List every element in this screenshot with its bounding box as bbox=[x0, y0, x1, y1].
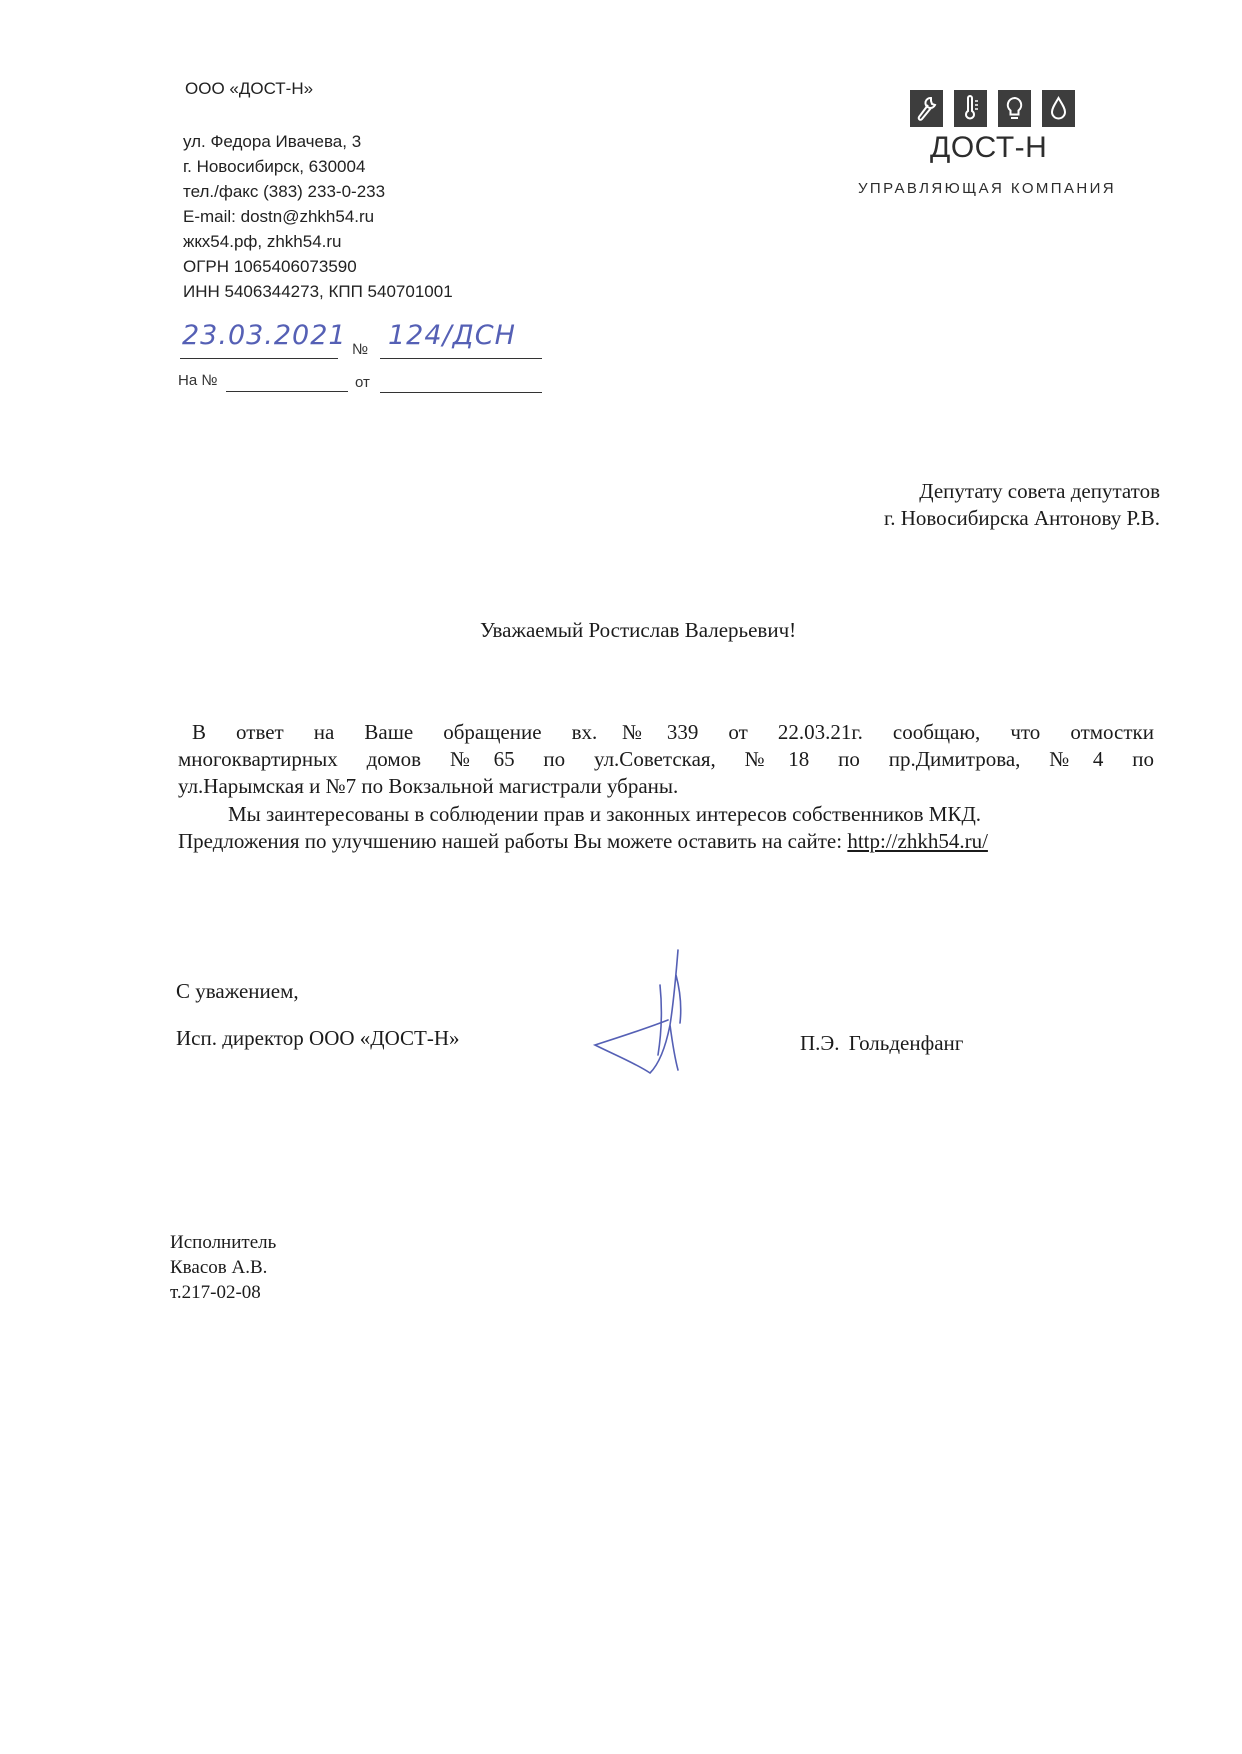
ref-from-label: от bbox=[355, 374, 370, 391]
sender-company: ООО «ДОСТ-Н» bbox=[185, 79, 314, 98]
closing-regards: С уважением, bbox=[176, 979, 299, 1003]
sender-details bbox=[183, 129, 453, 304]
executor-name: Квасов А.В. bbox=[170, 1257, 268, 1278]
body-p2-line2: Предложения по улучшению нашей работы Вы можете оставить на сайте: bbox=[178, 829, 843, 853]
signer-name: П.Э. Гольденфанг bbox=[800, 1031, 964, 1055]
sender-inn: ИНН 5406344273, КПП 540701001 bbox=[183, 282, 453, 301]
reg-number: 124/ДСН bbox=[388, 320, 516, 351]
recipient-block bbox=[884, 478, 1160, 532]
body-p1-line3: ул.Нарымская и №7 по Вокзальной магистрали убраны. bbox=[178, 774, 679, 798]
ref-date-field bbox=[380, 378, 542, 393]
wrench-icon bbox=[910, 90, 943, 127]
closing-position: Исп. директор ООО «ДОСТ-Н» bbox=[176, 1026, 460, 1050]
reg-date: 23.03.2021 bbox=[182, 320, 347, 351]
body-p2-line1: Мы заинтересованы в соблюдении прав и законных интересов собственников МКД. bbox=[228, 802, 982, 826]
letter-body bbox=[178, 719, 1154, 855]
reg-number-field bbox=[380, 320, 542, 359]
sender-city: г. Новосибирск, 630004 bbox=[183, 157, 366, 176]
sender-ogrn: ОГРН 1065406073590 bbox=[183, 257, 357, 276]
executor-block bbox=[170, 1230, 276, 1305]
recipient-line2: г. Новосибирска Антонову Р.В. bbox=[883, 506, 1160, 530]
signature bbox=[590, 945, 710, 1085]
logo-name: ДОСТ-Н bbox=[930, 131, 1048, 164]
sender-phone: тел./факс (383) 233-0-233 bbox=[183, 182, 386, 201]
lightbulb-icon bbox=[998, 90, 1031, 127]
greeting: Уважаемый Ростислав Валерьевич! bbox=[480, 618, 797, 642]
website-link[interactable]: http://zhkh54.ru/ bbox=[847, 829, 988, 853]
sender-web: жкх54.рф, zhkh54.ru bbox=[183, 232, 342, 251]
body-p1-line1: В ответ на Ваше обращение вх.№339 от 22.03.21г. сообщаю, что отмостки bbox=[192, 720, 1154, 744]
recipient-line1: Депутату совета депутатов bbox=[919, 479, 1160, 503]
reg-date-field bbox=[180, 320, 347, 359]
company-logo bbox=[910, 90, 1110, 165]
executor-label: Исполнитель bbox=[170, 1232, 277, 1253]
executor-phone: т.217-02-08 bbox=[170, 1282, 261, 1303]
ref-number-field bbox=[226, 376, 348, 392]
drop-icon bbox=[1042, 90, 1075, 127]
thermometer-icon bbox=[954, 90, 987, 127]
ref-label: На № bbox=[178, 372, 218, 389]
body-p2-line2-wrap bbox=[178, 828, 1154, 855]
body-p1-line2: многоквартирных домов №65 по ул.Советская, №18 по пр.Димитрова, №4 по bbox=[178, 747, 1154, 771]
logo-icons bbox=[910, 90, 1110, 127]
sender-email: E-mail: dostn@zhkh54.ru bbox=[183, 207, 375, 226]
sender-street: ул. Федора Ивачева, 3 bbox=[183, 132, 362, 151]
reg-number-label: № bbox=[352, 341, 369, 358]
logo-subtitle: УПРАВЛЯЮЩАЯ КОМПАНИЯ bbox=[858, 180, 1117, 197]
